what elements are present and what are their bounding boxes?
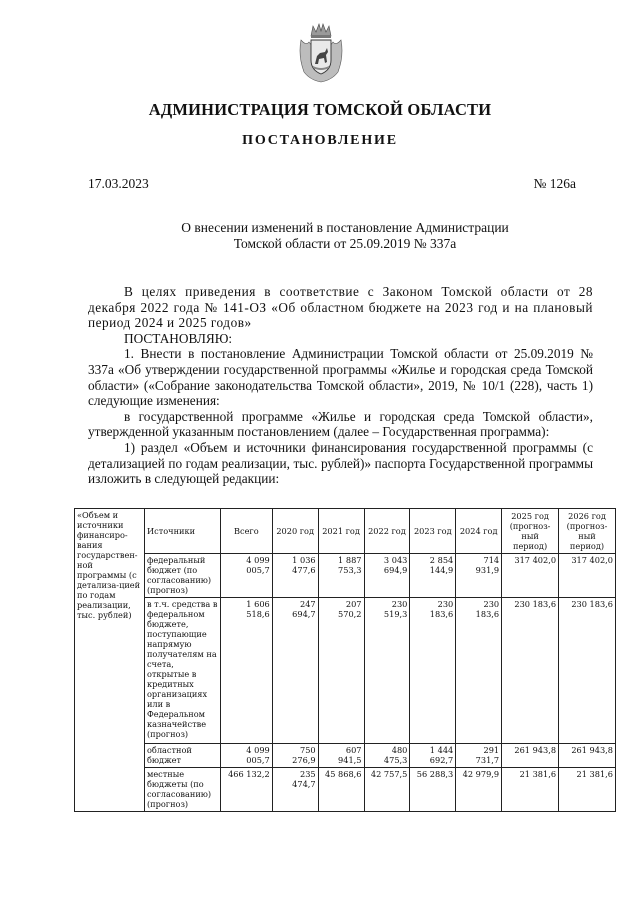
value-cell: 317 402,0: [559, 554, 616, 598]
table-row: [75, 598, 616, 744]
header-cell: 2024 год: [456, 509, 502, 554]
value-cell: 230 183,6: [559, 598, 616, 744]
source-cell: в т.ч. средства в федеральном бюджете, поступающие напрямую получателям на счета, открытые в кредитных организациях или в Федеральном казначействе (прогноз): [144, 598, 220, 744]
header-cell: 2023 год: [410, 509, 456, 554]
value-cell: 56 288,3: [410, 768, 456, 812]
document-type: ПОСТАНОВЛЕНИЕ: [242, 133, 398, 148]
header-cell: 2022 год: [364, 509, 410, 554]
value-cell: 42 979,9: [456, 768, 502, 812]
item-1-paragraph: 1. Внести в постановление Администрации Томской области от 25.09.2019 № 337а «Об утверждении государственной программы «Жилье и городская среда Томской области» («Собрание законодательства Томской области», 2019, № 10/1 (228), часть 1) следующие изменения:: [88, 346, 593, 409]
header-cell: Всего: [220, 509, 272, 554]
value-cell: 21 381,6: [559, 768, 616, 812]
table-row: [75, 554, 616, 598]
preamble-paragraph: В целях приведения в соответствие с Законом Томской области от 28 декабря 2022 года № 141-ОЗ «Об областном бюджете на 2023 год и на плановый период 2024 и 2025 годов»: [88, 284, 593, 331]
document-number: № 126а: [533, 176, 576, 191]
value-cell: 1 036 477,6: [272, 554, 318, 598]
value-cell: 230 183,6: [502, 598, 559, 744]
value-cell: 1 887 753,3: [318, 554, 364, 598]
table-header-row: [75, 509, 616, 554]
document-body: [88, 284, 593, 487]
value-cell: 21 381,6: [502, 768, 559, 812]
value-cell: 3 043 694,9: [364, 554, 410, 598]
value-cell: 45 868,6: [318, 768, 364, 812]
section-paragraph: 1) раздел «Объем и источники финансирования государственной программы (с детализацией по годам реализации, тыс. рублей)» паспорта Государственной программы изложить в следующей редакции:: [88, 439, 593, 487]
organization-title: АДМИНИСТРАЦИЯ ТОМСКОЙ ОБЛАСТИ: [148, 100, 492, 119]
source-cell: областной бюджет: [144, 744, 220, 768]
value-cell: 230 519,3: [364, 598, 410, 744]
header-cell: 2025 год (прогноз-ный период): [502, 509, 559, 554]
header-cell: 2026 год (прогноз-ный период): [559, 509, 616, 554]
source-cell: федеральный бюджет (по согласованию) (прогноз): [144, 554, 220, 598]
header-cell: 2020 год: [272, 509, 318, 554]
header-cell: 2021 год: [318, 509, 364, 554]
subject-line-2: Томской области от 25.09.2019 № 337а: [233, 236, 457, 251]
document-subject: [150, 220, 540, 252]
value-cell: 317 402,0: [502, 554, 559, 598]
value-cell: 247 694,7: [272, 598, 318, 744]
value-cell: 261 943,8: [559, 744, 616, 768]
value-cell: 207 570,2: [318, 598, 364, 744]
value-cell: 480 475,3: [364, 744, 410, 768]
value-cell: 714 931,9: [456, 554, 502, 598]
value-cell: 466 132,2: [220, 768, 272, 812]
value-cell: 4 099 005,7: [220, 744, 272, 768]
value-cell: 1 606 518,6: [220, 598, 272, 744]
value-cell: 750 276,9: [272, 744, 318, 768]
financing-table: [74, 508, 616, 812]
value-cell: 291 731,7: [456, 744, 502, 768]
subject-line-1: О внесении изменений в постановление Администрации: [181, 220, 509, 235]
table-row: [75, 768, 616, 812]
program-paragraph: в государственной программе «Жилье и городская среда Томской области», утвержденной указанным постановлением (далее – Государственная программа):: [88, 408, 593, 440]
coat-of-arms-icon: [298, 22, 344, 84]
value-cell: 1 444 692,7: [410, 744, 456, 768]
value-cell: 230 183,6: [410, 598, 456, 744]
document-date: 17.03.2023: [88, 176, 149, 191]
value-cell: 235 474,7: [272, 768, 318, 812]
value-cell: 42 757,5: [364, 768, 410, 812]
value-cell: 261 943,8: [502, 744, 559, 768]
resolve-paragraph: ПОСТАНОВЛЯЮ:: [124, 330, 233, 346]
row-header-cell: «Объем и источники финансиро-вания государствен-ной программы (с детализа-цией по годам реализации, тыс. рублей): [75, 509, 145, 812]
value-cell: 2 854 144,9: [410, 554, 456, 598]
value-cell: 4 099 005,7: [220, 554, 272, 598]
header-cell: Источники: [144, 509, 220, 554]
value-cell: 607 941,5: [318, 744, 364, 768]
table-row: [75, 744, 616, 768]
value-cell: 230 183,6: [456, 598, 502, 744]
source-cell: местные бюджеты (по согласованию) (прогноз): [144, 768, 220, 812]
